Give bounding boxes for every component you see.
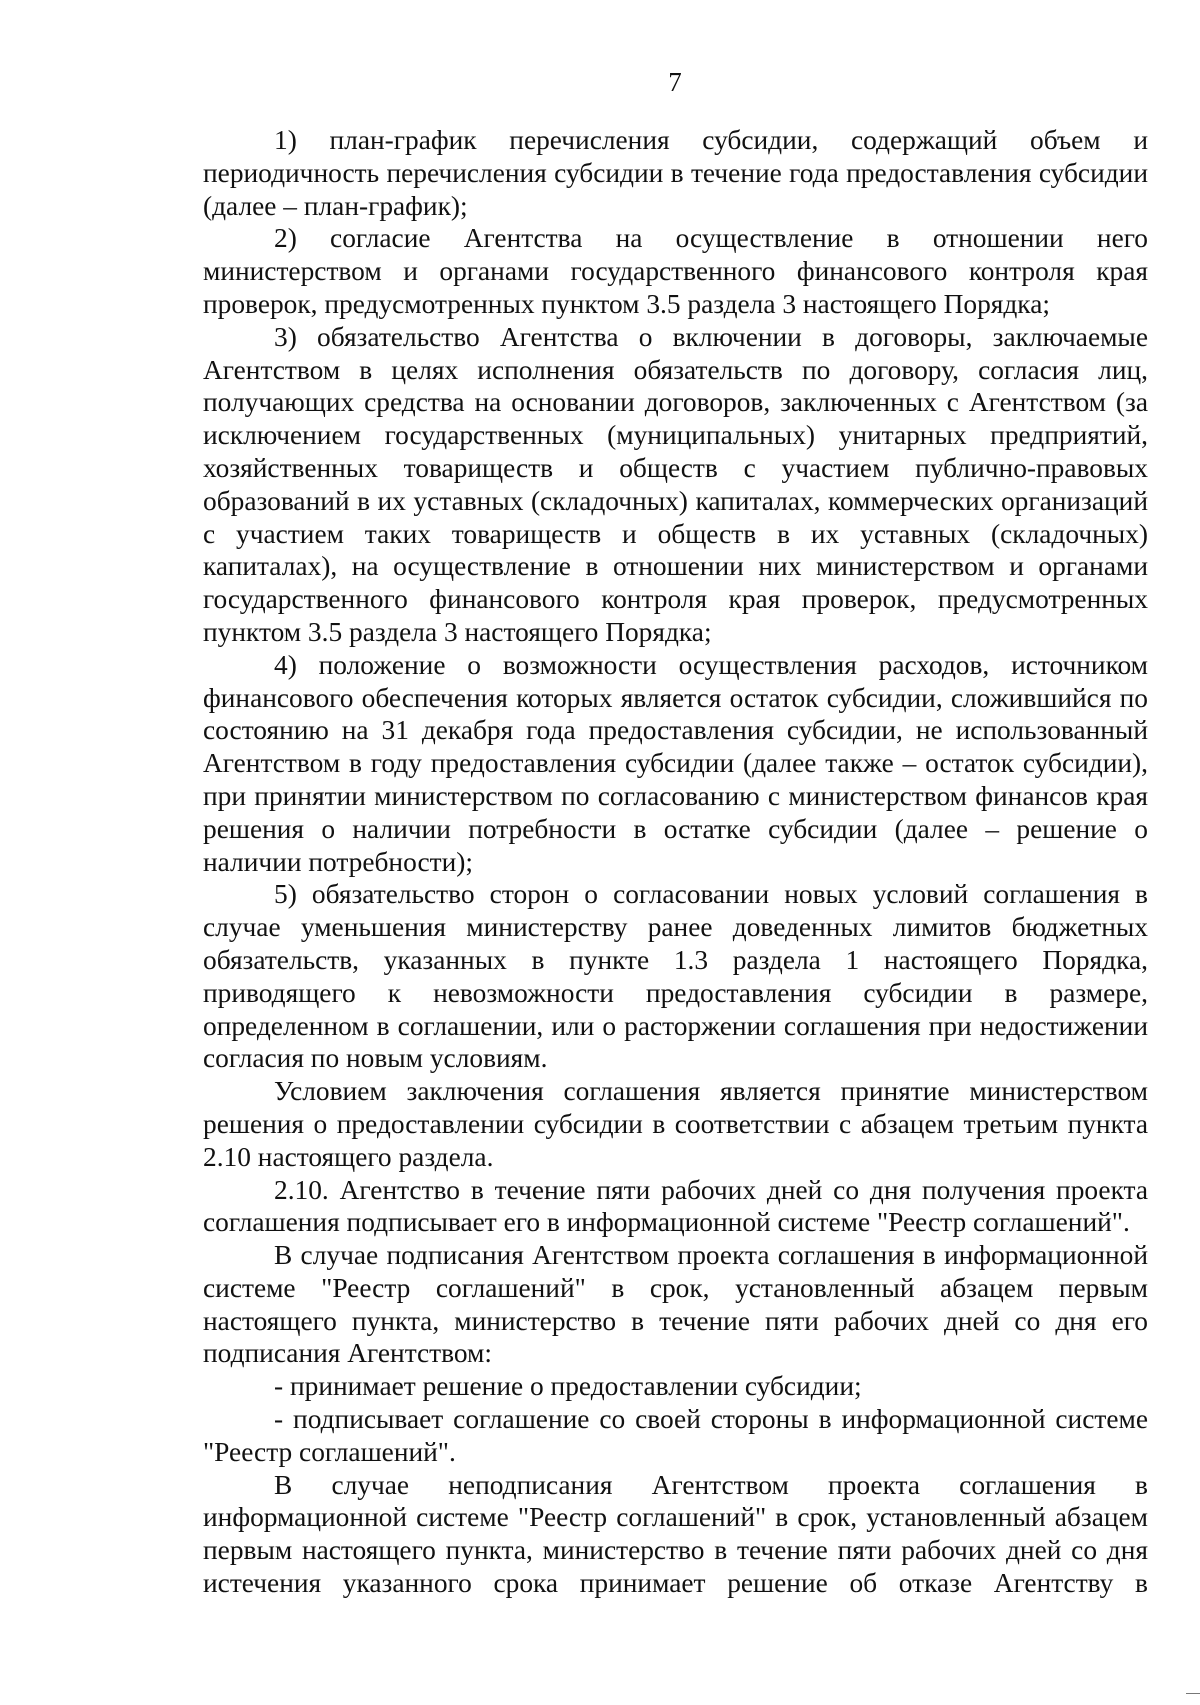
paragraph-not-signed-case: В случае неподписания Агентством проекта соглашения в информационной системе "Реестр соглашений" в срок, установленный абзацем первым настоящего пункта, министерство в течение пяти рабочих дней со дня истечения указанного срока принимает решение об отказе Агентству в <box>203 1469 1148 1599</box>
paragraph-item-4: 4) положение о возможности осуществления расходов, источником финансового обеспечения которых является остаток субсидии, сложившийся по состоянию на 31 декабря года предоставления субсидии, не использованный Агентством в году предоставления субсидии (далее также – остаток субсидии), при принятии министерством по согласованию с министерством финансов края решения о наличии потребности в остатке субсидии (далее – решение о наличии потребности); <box>203 649 1148 877</box>
paragraph-item-1: 1) план-график перечисления субсидии, содержащий объем и периодичность перечисления субсидии в течение года предоставления субсидии (далее – план-график); <box>203 125 1148 221</box>
paragraph-item-5: 5) обязательство сторон о согласовании новых условий соглашения в случае уменьшения министерству ранее доведенных лимитов бюджетных обязательств, указанных в пункте 1.3 раздела 1 настоящего Порядка, приводящего к невозможности предоставления субсидии в размере, определенном в соглашении, или о расторжении соглашения при недостижении согласия по новым условиям. <box>203 879 1148 1074</box>
paragraph-2-10: 2.10. Агентство в течение пяти рабочих дней со дня получения проекта соглашения подписывает его в информационной системе "Реестр соглашений". <box>203 1174 1148 1238</box>
paragraph-signing-case: В случае подписания Агентством проекта соглашения в информационной системе "Реестр соглашений" в срок, установленный абзацем первым настоящего пункта, министерство в течение пяти рабочих дней со дня его подписания Агентством: <box>203 1240 1148 1369</box>
scan-edge-mark <box>1186 1693 1200 1694</box>
page-number: 7 <box>668 67 682 97</box>
paragraph-dash-sign: - подписывает соглашение со своей стороны в информационной системе "Реестр соглашений". <box>203 1404 1148 1467</box>
paragraph-item-2: 2) согласие Агентства на осуществление в отношении него министерством и органами государственного финансового контроля края проверок, предусмотренных пунктом 3.5 раздела 3 настоящего Порядка; <box>203 223 1148 319</box>
document-body <box>203 124 1148 1600</box>
paragraph-item-3: 3) обязательство Агентства о включении в договоры, заключаемые Агентством в целях исполнения обязательств по договору, согласия лиц, получающих средства на основании договоров, заключенных с Агентством (за исключением государственных (муниципальных) унитарных предприятий, хозяйственных товариществ и обществ с участием публично-правовых образований в их уставных (складочных) капиталах, коммерческих организаций с участием таких товариществ и обществ в их уставных (складочных) капиталах), на осуществление в отношении них министерством и органами государственного финансового контроля края проверок, предусмотренных пунктом 3.5 раздела 3 настоящего Порядка; <box>203 321 1148 647</box>
paragraph-dash-decision: - принимает решение о предоставлении субсидии; <box>274 1371 862 1402</box>
paragraph-condition: Условием заключения соглашения является принятие министерством решения о предоставлении субсидии в соответствии с абзацем третьим пункта 2.10 настоящего раздела. <box>203 1076 1148 1172</box>
